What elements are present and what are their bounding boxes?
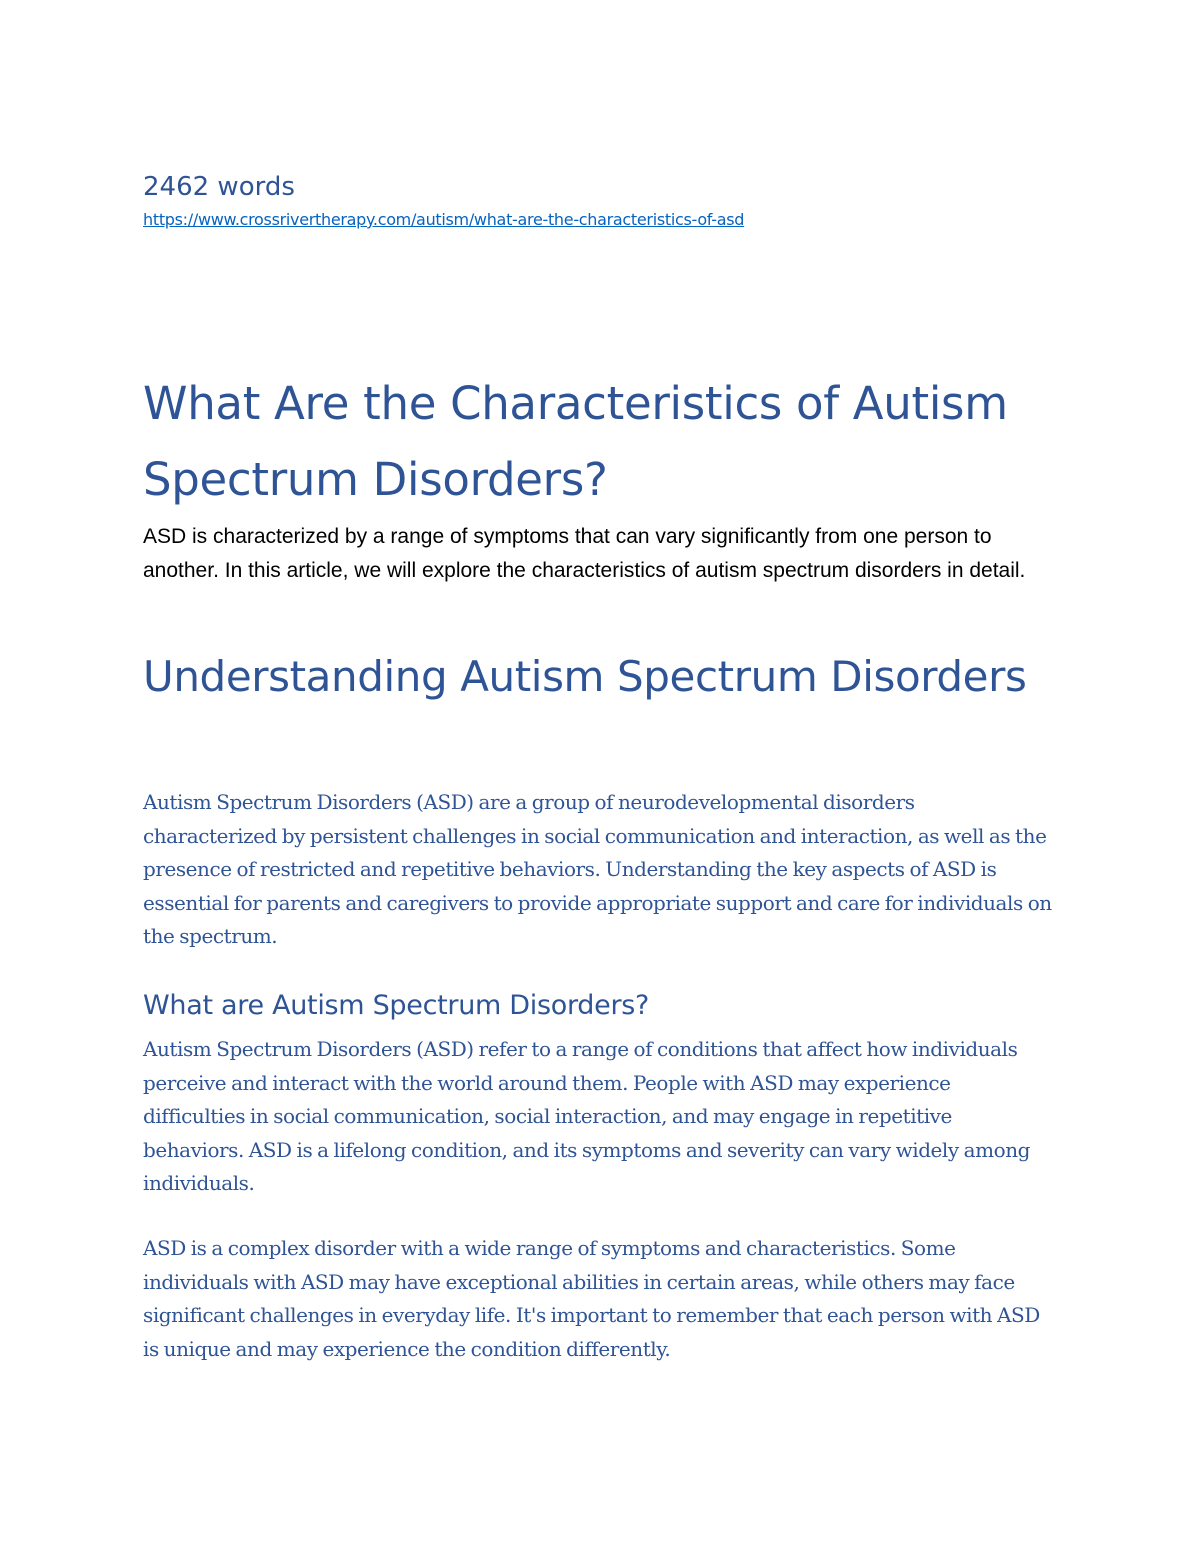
section-paragraph-understanding: Autism Spectrum Disorders (ASD) are a group of neurodevelopmental disorders characterized by persistent challenges in social communication and interaction, as well as the presence of restricted and repetitive behaviors. Understanding the key aspects of ASD is essential for parents and caregivers to provide appropriate support and care for individuals on the spectrum. xyxy=(143,790,1052,948)
section-paragraph-what-are-2: ASD is a complex disorder with a wide range of symptoms and characteristics. Some individuals with ASD may have exceptional abilities in certain areas, while others may face significant challenges in everyday life. It's important to remember that each person with ASD is unique and may experience the condition differently. xyxy=(143,1236,1040,1361)
section-heading-understanding: Understanding Autism Spectrum Disorders xyxy=(143,652,1027,701)
section-heading-what-are: What are Autism Spectrum Disorders? xyxy=(143,990,650,1021)
section-paragraph-what-are-1: Autism Spectrum Disorders (ASD) refer to a range of conditions that affect how individuals perceive and interact with the world around them. People with ASD may experience difficulties in social communication, social interaction, and may engage in repetitive behaviors. ASD is a lifelong condition, and its symptoms and severity can vary widely among individuals. xyxy=(143,1037,1030,1195)
document-content xyxy=(143,168,1063,1361)
document-title: What Are the Characteristics of Autism Spectrum Disorders? xyxy=(143,377,1008,506)
source-link[interactable]: https://www.crossrivertherapy.com/autism/what-are-the-characteristics-of-asd xyxy=(143,210,745,229)
intro-paragraph: ASD is characterized by a range of symptoms that can vary significantly from one person to another. In this article, we will explore the characteristics of autism spectrum disorders in detail. xyxy=(143,525,1026,582)
word-count: 2462 words xyxy=(143,172,295,202)
